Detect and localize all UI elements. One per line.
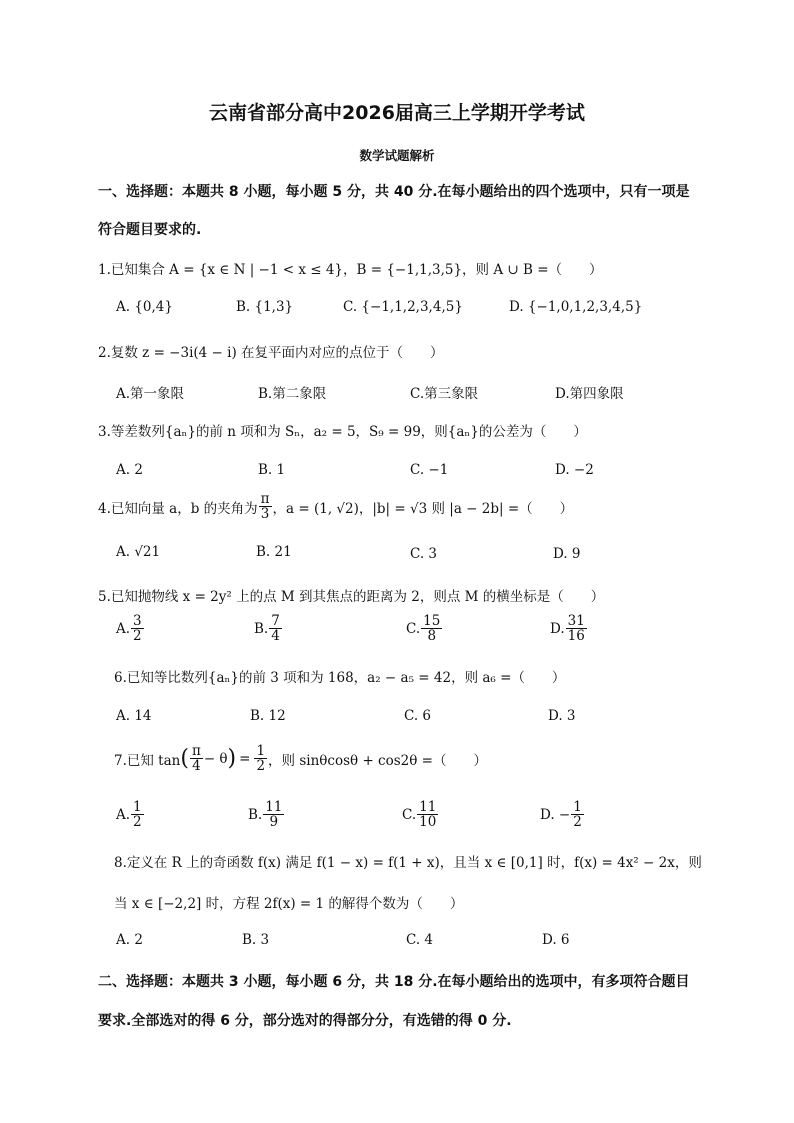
q3-option-b: B. 1 <box>258 462 286 478</box>
fraction-numerator: 1 <box>573 799 582 815</box>
q4-stem-part-b: ，a = (1, √2)，|b| = √3 则 |a − 2b| =（ ） <box>272 500 574 517</box>
fraction-denominator: 2 <box>133 814 142 831</box>
q8-option-c: C. 4 <box>406 932 434 948</box>
q5-option-c <box>406 614 443 643</box>
page-subtitle: 数学试题解析 <box>359 148 435 163</box>
q5-stem: 5.已知抛物线 x = 2y² 上的点 M 到其焦点的距离为 2，则点 M 的横坐标是（ ） <box>98 589 605 605</box>
q7-option-c <box>402 800 439 829</box>
option-fraction <box>571 800 584 829</box>
q1-stem: 1.已知集合 A = {x ∈ N | −1 < x ≤ 4}，B = {−1,1,3,5}，则 A ∪ B =（ ） <box>98 262 603 278</box>
fraction-denominator: 9 <box>269 814 279 831</box>
fraction-denominator: 2 <box>133 628 142 645</box>
q5-option-b <box>254 614 283 643</box>
option-label: D. <box>550 620 565 637</box>
q2-option-b: B.第二象限 <box>258 386 327 402</box>
q3-option-d: D. −2 <box>555 462 594 478</box>
q4-stem-part-a: 4.已知向量 a，b 的夹角为 <box>98 500 258 517</box>
q7-stem-part-a: 7.已知 tan <box>114 752 181 769</box>
option-fraction <box>269 614 282 643</box>
fraction-numerator: 1 <box>256 743 266 759</box>
q7-stem-minus-theta: − θ <box>203 750 228 767</box>
q6-option-d: D. 3 <box>548 708 576 724</box>
q5-option-d <box>550 614 588 643</box>
q1-option-c: C. {−1,1,2,3,4,5} <box>343 299 463 315</box>
fraction-numerator: 11 <box>265 799 283 815</box>
q2-option-c: C.第三象限 <box>410 386 479 402</box>
q3-stem: 3.等差数列{aₙ}的前 n 项和为 Sₙ，a₂ = 5，S₉ = 99，则{aₙ}的公差为（ ） <box>98 424 587 440</box>
q2-option-a: A.第一象限 <box>116 386 185 402</box>
fraction-denominator: 4 <box>271 628 280 645</box>
option-label: B. <box>254 620 269 637</box>
q4-option-c: C. 3 <box>410 546 438 562</box>
section2-heading-line1: 二、选择题：本题共 3 小题，每小题 6 分，共 18 分.在每小题给出的选项中，有多项符合题目 <box>98 974 690 990</box>
q1-option-a: A. {0,4} <box>116 299 173 315</box>
q4-angle-fraction <box>259 492 272 521</box>
option-label: B. <box>248 806 263 823</box>
fraction-numerator: 7 <box>271 613 280 629</box>
q8-option-a: A. 2 <box>116 932 143 948</box>
fraction-numerator: 11 <box>419 799 437 815</box>
q4-option-b: B. 21 <box>256 544 292 560</box>
q6-option-b: B. 12 <box>250 708 286 724</box>
q1-option-d: D. {−1,0,1,2,3,4,5} <box>509 299 643 315</box>
q3-option-a: A. 2 <box>116 462 143 478</box>
fraction-numerator: 31 <box>567 613 585 629</box>
option-label: A. <box>116 806 131 823</box>
fraction-denominator: 16 <box>567 628 585 645</box>
section2-heading-line2: 要求.全部选对的得 6 分，部分选对的得部分分，有选错的得 0 分. <box>98 1013 512 1029</box>
fraction-numerator: 1 <box>133 799 142 815</box>
left-paren: ( <box>180 746 189 772</box>
equals-sign: = <box>239 750 251 767</box>
q4-option-a: A. √21 <box>116 544 161 560</box>
q6-option-c: C. 6 <box>404 708 432 724</box>
fraction-denominator: 3 <box>260 506 270 523</box>
q2-stem: 2.复数 z = −3i(4 − i) 在复平面内对应的点位于（ ） <box>98 345 444 361</box>
q7-option-d <box>540 800 585 829</box>
q7-stem-part-b: ，则 sinθcosθ + cos2θ =（ ） <box>268 752 487 769</box>
q7-option-a <box>116 800 145 829</box>
option-fraction <box>131 800 144 829</box>
q5-option-a <box>116 614 145 643</box>
q7-value-fraction <box>254 744 267 773</box>
option-label: A. <box>116 620 131 637</box>
option-fraction <box>131 614 144 643</box>
q8-stem-line1: 8.定义在 R 上的奇函数 f(x) 满足 f(1 − x) = f(1 + x)，且当 x ∈ [0,1] 时，f(x) = 4x² − 2x，则 <box>114 855 702 871</box>
option-fraction <box>421 614 442 643</box>
section1-heading-line2: 符合题目要求的. <box>98 222 202 238</box>
q7-stem <box>114 744 487 773</box>
fraction-denominator: 2 <box>573 814 582 831</box>
fraction-denominator: 8 <box>427 628 437 645</box>
q4-option-d: D. 9 <box>553 546 581 562</box>
page-title: 云南省部分高中2026届高三上学期开学考试 <box>209 102 585 124</box>
option-label: C. <box>402 806 417 823</box>
option-label: C. <box>406 620 421 637</box>
fraction-numerator: 3 <box>133 613 142 629</box>
q2-option-d: D.第四象限 <box>555 386 624 402</box>
option-fraction <box>417 800 438 829</box>
fraction-denominator: 4 <box>192 758 201 775</box>
q3-option-c: C. −1 <box>410 462 449 478</box>
section1-heading-line1: 一、选择题：本题共 8 小题，每小题 5 分，共 40 分.在每小题给出的四个选项中，只有一项是 <box>98 184 690 200</box>
fraction-numerator: π <box>260 491 270 507</box>
fraction-denominator: 10 <box>419 814 437 831</box>
q6-stem: 6.已知等比数列{aₙ}的前 3 项和为 168，a₂ − a₅ = 42，则 a₆ =（ ） <box>114 670 566 686</box>
option-fraction <box>566 614 587 643</box>
fraction-denominator: 2 <box>256 758 266 775</box>
q1-option-b: B. {1,3} <box>236 299 294 315</box>
fraction-numerator: π <box>191 743 201 759</box>
q8-option-d: D. 6 <box>542 932 570 948</box>
option-label: D. − <box>540 806 571 823</box>
q6-option-a: A. 14 <box>116 708 152 724</box>
right-paren: ) <box>227 746 237 772</box>
q7-angle-fraction <box>190 744 203 773</box>
q7-option-b <box>248 800 285 829</box>
q8-option-b: B. 3 <box>242 932 270 948</box>
fraction-numerator: 15 <box>423 613 441 629</box>
option-fraction <box>263 800 284 829</box>
q8-stem-line2: 当 x ∈ [−2,2] 时，方程 2f(x) = 1 的解得个数为（ ） <box>114 896 464 912</box>
q4-stem <box>98 492 573 521</box>
